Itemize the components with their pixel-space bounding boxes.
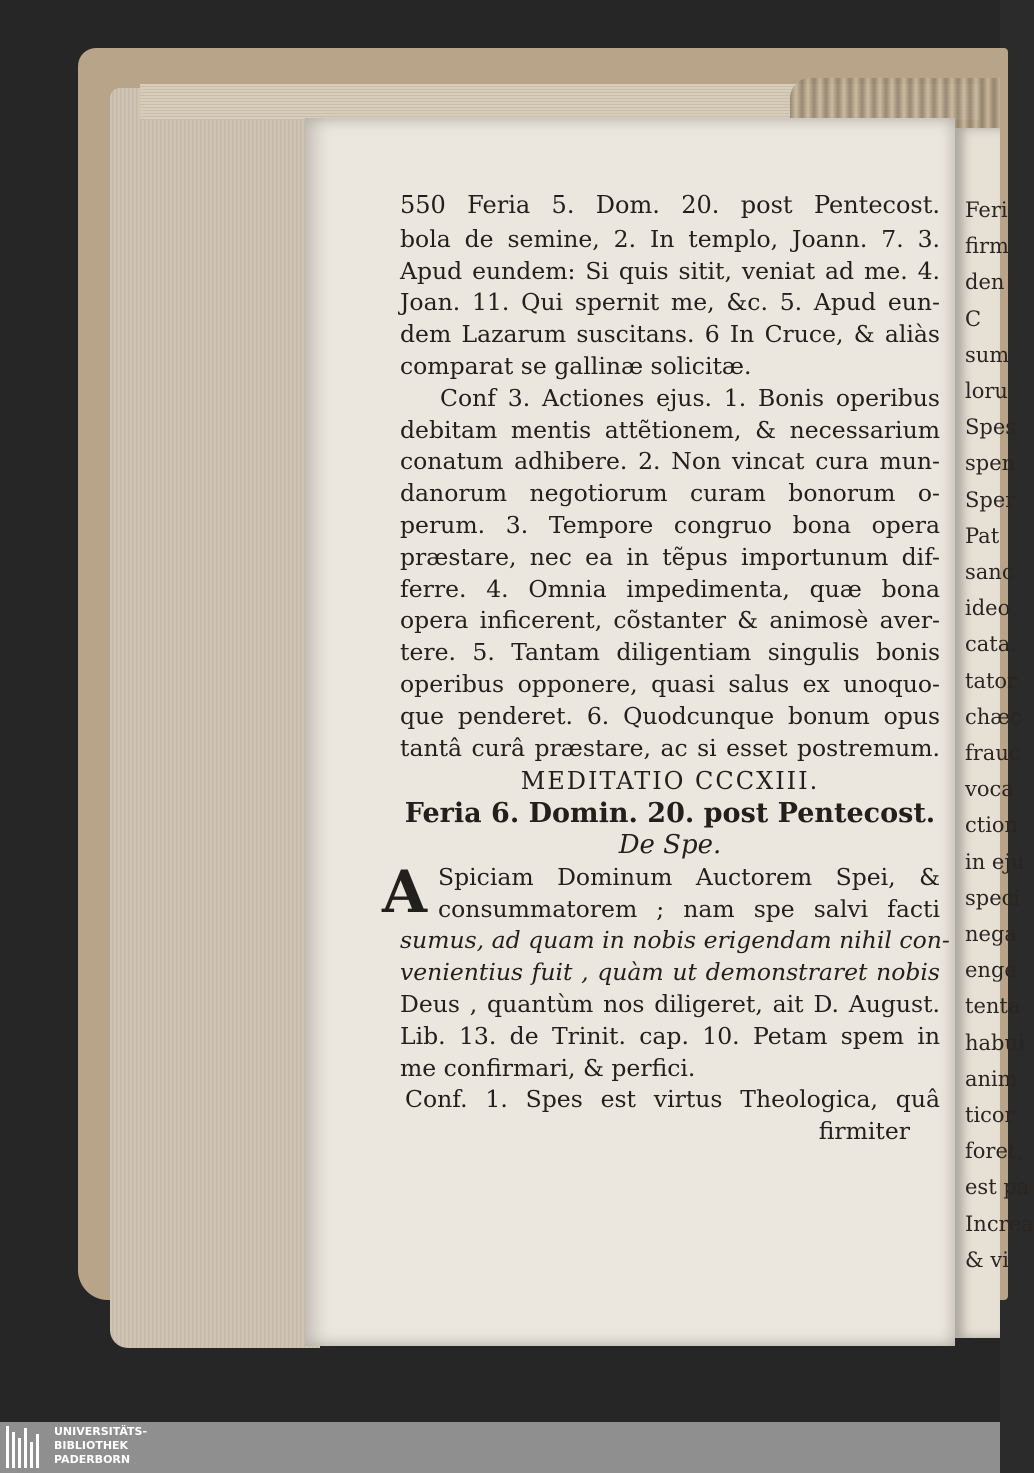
facing-page-line: sum [965, 342, 1010, 367]
facing-page-line: Feri [965, 198, 1008, 222]
facing-page-line: nega [965, 922, 1017, 946]
library-name-line: UNIVERSITÄTS- [54, 1425, 148, 1438]
page-text [382, 190, 950, 1148]
facing-page-line: Sper [965, 487, 1016, 512]
text-line: Apud eundem: Si quis sitit, veniat ad me. 4. [400, 256, 940, 285]
page-edges [110, 88, 320, 1348]
conf-line: perum. 3. Tempore congruo bona opera [400, 510, 940, 539]
text-line: consummatorem ; nam spe salvi facti [438, 894, 940, 923]
library-name [54, 1425, 147, 1467]
text-line: Joan. 11. Qui spernit me, &c. 5. Apud eun- [400, 288, 940, 317]
facing-page-line: foret, [965, 1139, 1023, 1164]
conf-line: danorum negotiorum curam bonorum o- [400, 479, 940, 508]
conf-line: tere. 5. Tantam diligentiam singulis bonis [400, 638, 940, 667]
text-line: dem Lazarum suscitans. 6 In Cruce, & aliàs [400, 320, 940, 349]
running-head: 550 Feria 5. Dom. 20. post Pentecost. [400, 191, 940, 219]
facing-page-fragment [955, 128, 1034, 1338]
facing-page-line: frauc [965, 741, 1021, 765]
conf-line: Conf 3. Actiones ejus. 1. Bonis operibus [440, 383, 940, 412]
facing-page-line: firm [965, 234, 1009, 259]
facing-page-line: ticor [965, 1103, 1015, 1127]
conf-line: operibus opponere, quasi salus ex unoquo- [400, 669, 940, 698]
facing-page-line: den [965, 270, 1005, 295]
facing-page-line: loru [965, 379, 1008, 403]
conf-line: præstare, nec ea in tẽpus importunum dif- [400, 542, 940, 571]
text-line: sumus, ad quam in nobis erigendam nihil con- [400, 926, 950, 955]
text-line: bola de semine, 2. In templo, Joann. 7. 3. [400, 224, 940, 253]
library-name-line: PADERBORN [54, 1453, 131, 1466]
facing-page-line: speci [965, 885, 1021, 910]
conf-line: tantâ curâ præstare, ac si esset postremum. [400, 733, 940, 762]
facing-page-line: Spes [965, 415, 1017, 440]
facing-page-line: C [965, 306, 982, 331]
meditatio-heading: MEDITATIO CCCXIII. [520, 767, 820, 796]
text-line: comparat se gallinæ solicitæ. [400, 351, 752, 380]
text-line: venientius fuit , quàm ut demonstraret nobis [400, 958, 940, 987]
facing-page-line: ideo [965, 596, 1011, 621]
facing-page-line: voca [965, 777, 1014, 802]
conf-line: ferre. 4. Omnia impedimenta, quæ bona [400, 574, 940, 603]
facing-page-line: ction [965, 813, 1019, 838]
paragraph-de-spe [382, 857, 940, 926]
library-logo-icon [4, 1426, 46, 1468]
text-line: Lib. 13. de Trinit. cap. 10. Petam spem in [400, 1021, 940, 1050]
facing-page-line: est pa [965, 1175, 1030, 1200]
facing-page-line: sanc [965, 560, 1014, 584]
text-line: me confirmari, & perfici. [400, 1053, 696, 1082]
drop-cap: A [382, 857, 428, 926]
facing-page-line: anim [965, 1066, 1018, 1091]
library-name-line: BIBLIOTHEK [54, 1439, 129, 1452]
facing-page-line: chæc [965, 704, 1022, 729]
facing-page-line: tator [965, 668, 1018, 693]
facing-page-line: spen [965, 451, 1016, 476]
text-line: Deus , quantùm nos diligeret, ait D. August. [400, 989, 940, 1018]
facing-page-line: tenta [965, 994, 1021, 1019]
text-line: Spiciam Dominum Auctorem Spei, & [438, 862, 940, 891]
conf-line: que penderet. 6. Quodcunque bonum opus [400, 701, 940, 730]
facing-page-line: Increa [965, 1211, 1034, 1236]
conf-line: opera inficerent, cõstanter & animosè aver- [400, 606, 940, 635]
library-footer [0, 1422, 1000, 1473]
facing-page-line: enge [965, 958, 1017, 983]
facing-page-line: & vi [965, 1247, 1009, 1272]
conf-line: Conf. 1. Spes est virtus Theologica, quâ [405, 1085, 940, 1114]
facing-page-line: in eju [965, 849, 1025, 874]
facing-page-line: cata. [965, 632, 1017, 657]
catchword: firmiter [818, 1117, 910, 1146]
conf-line: debitam mentis attẽtionem, & necessarium [400, 415, 940, 444]
facing-page-line: habui [965, 1030, 1025, 1055]
feria-heading: Feria 6. Domin. 20. post Pentecost. [404, 798, 936, 830]
conf-line: conatum adhibere. 2. Non vincat cura mun- [400, 447, 940, 476]
facing-page-line: Pat [965, 523, 1000, 548]
section-title: De Spe. [618, 829, 722, 860]
